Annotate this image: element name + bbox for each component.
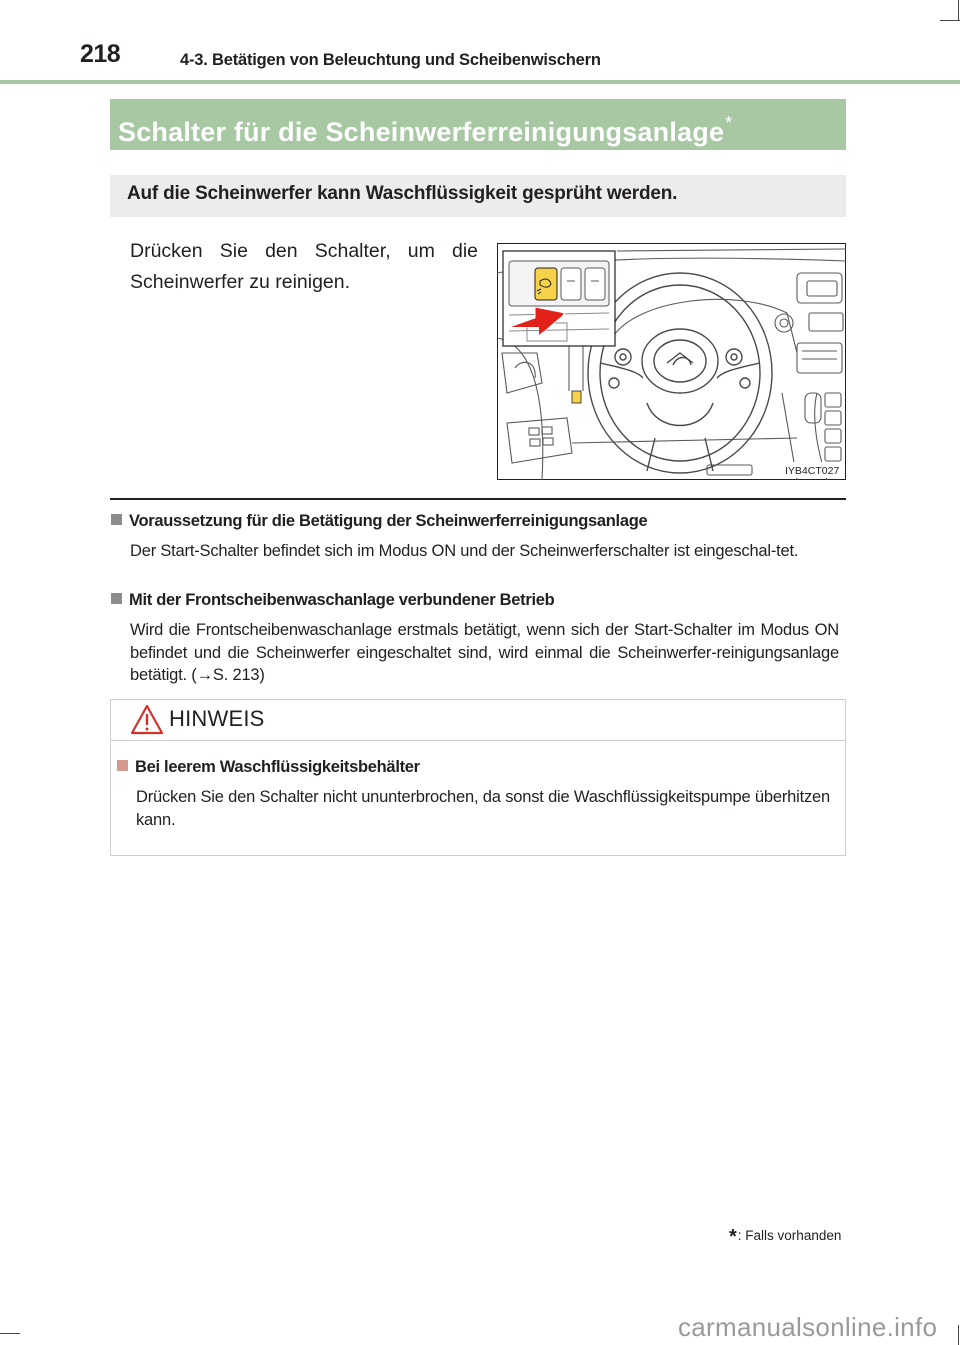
- section-title-text: Schalter für die Scheinwerferreinigungsanlage: [118, 117, 725, 147]
- notice-heading: [117, 758, 420, 777]
- info-text-2: Wird die Frontscheibenwaschanlage erstmals betätigt, wenn sich der Start-Schalter im Modus ON befindet und die Scheinwerfer eingeschaltet sind, wird einmal die Scheinwerfer-reinigungsanlage betätigt. (→S. 213): [130, 621, 839, 684]
- warning-triangle-icon: [130, 704, 164, 735]
- notice-divider: [111, 740, 845, 741]
- bullet-square-icon: [111, 593, 122, 604]
- info-heading-text: Voraussetzung für die Betätigung der Scheinwerferreinigungsanlage: [129, 512, 648, 530]
- info-heading-2: [111, 591, 554, 610]
- optional-mark: *: [725, 113, 733, 133]
- notice-heading-text: Bei leerem Waschflüssigkeitsbehälter: [135, 758, 420, 776]
- bullet-square-icon: [111, 514, 122, 525]
- footnote-mark: *: [729, 1226, 737, 1248]
- figure-code: IYB4CT027: [785, 465, 840, 477]
- notice-title: HINWEIS: [169, 706, 265, 731]
- notice-text: Drücken Sie den Schalter nicht ununterbrochen, da sonst die Waschflüssigkeitspumpe überhitzen kann.: [136, 788, 830, 829]
- crop-mark: [958, 0, 959, 20]
- crop-mark: [0, 1333, 20, 1334]
- footnote-text: : Falls vorhanden: [737, 1228, 842, 1243]
- crop-mark: [940, 20, 960, 21]
- chapter-title: 4-3. Betätigen von Beleuchtung und Scheibenwischern: [180, 51, 601, 69]
- watermark: carmanualsonline.info: [678, 1312, 938, 1342]
- crop-mark: [958, 1325, 959, 1345]
- info-text-1: Der Start-Schalter befindet sich im Modus ON und der Scheinwerferschalter ist eingeschal-tet.: [130, 542, 799, 560]
- header-rule: [0, 80, 960, 84]
- dashboard-illustration: [497, 243, 846, 480]
- bullet-square-icon: [117, 760, 128, 771]
- instruction-text: Drücken Sie den Schalter, um die Scheinwerfer zu reinigen.: [130, 240, 478, 293]
- info-heading-1: [111, 512, 647, 531]
- footnote: [729, 1226, 841, 1249]
- headlamp-cleaner-switch-icon: [503, 251, 615, 346]
- info-heading-text: Mit der Frontscheibenwaschanlage verbundener Betrieb: [129, 591, 555, 609]
- section-divider: [110, 498, 846, 500]
- intro-box: Auf die Scheinwerfer kann Waschflüssigkeit gesprüht werden.: [110, 175, 846, 217]
- page-number: 218: [80, 40, 121, 68]
- section-title: [110, 99, 846, 150]
